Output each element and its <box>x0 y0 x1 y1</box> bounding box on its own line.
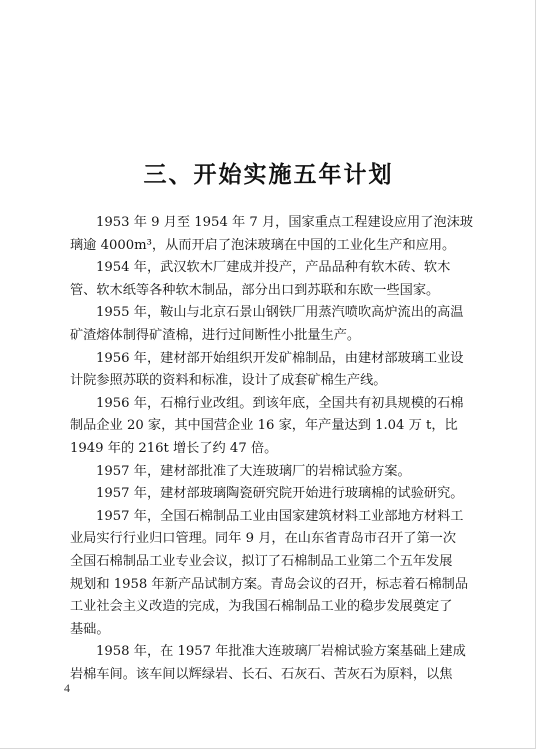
paragraph-line: 1957 年，建材部玻璃陶瓷研究院开始进行玻璃棉的试验研究。 <box>96 486 464 502</box>
paragraph-line: 璃逾 4000m³，从而开启了泡沫玻璃在中国的工业化生产和应用。 <box>70 237 456 253</box>
paragraph-5 <box>70 393 475 461</box>
paragraph-line: 1955 年，鞍山与北京石景山钢铁厂用蒸汽喷吹高炉流出的高温 <box>96 305 464 321</box>
paragraph-line: 1949 年的 216t 增长了约 47 倍。 <box>70 440 278 456</box>
section-title: 三、开始实施五年计划 <box>143 161 394 188</box>
paragraph-4 <box>70 348 475 393</box>
paragraph-line: 1958 年，在 1957 年批准大连玻璃厂岩棉试验方案基础上建成 <box>96 644 466 660</box>
paragraph-line: 计院参照苏联的资料和标准，设计了成套矿棉生产线。 <box>70 373 387 389</box>
paragraph-8 <box>70 506 475 642</box>
paragraph-line: 管、软木纸等各种软木制品，部分出口到苏联和东欧一些国家。 <box>70 282 440 298</box>
paragraph-line: 全国石棉制品工业专业会议，拟订了石棉制品工业第二个五年发展 <box>70 553 453 569</box>
paragraph-line: 1956 年，石棉行业改组。到该年底，全国共有初具规模的石棉 <box>96 395 464 411</box>
paragraph-line: 矿渣熔体制得矿渣棉，进行过间断性小批量生产。 <box>70 327 361 343</box>
paragraph-line: 规划和 1958 年新产品试制方案。青岛会议的召开，标志着石棉制品 <box>70 576 469 592</box>
paragraph-line: 基础。 <box>70 621 110 637</box>
paragraph-line: 制品企业 20 家，其中国营企业 16 家，年产量达到 1.04 万 t，比 <box>70 418 458 434</box>
paragraph-line: 1956 年，建材部开始组织开发矿棉制品，由建材部玻璃工业设 <box>96 350 464 366</box>
paragraph-line: 1954 年，武汉软木厂建成并投产，产品品种有软木砖、软木 <box>96 260 451 276</box>
paragraph-line: 1957 年，全国石棉制品工业由国家建筑材料工业部地方材料工 <box>96 508 464 524</box>
paragraph-9 <box>70 641 475 686</box>
paragraph-line: 1957 年，建材部批准了大连玻璃厂的岩棉试验方案。 <box>96 463 411 479</box>
page-number: 4 <box>64 681 70 695</box>
paragraph-3 <box>70 302 475 347</box>
paragraph-line: 1953 年 9 月至 1954 年 7 月，国家重点工程建设应用了泡沫玻 <box>96 215 473 230</box>
paragraph-line: 岩棉车间。该车间以辉绿岩、长石、石灰石、苦灰石为原料，以焦 <box>70 666 453 682</box>
paragraph-6 <box>70 461 475 484</box>
paragraph-7 <box>70 483 475 506</box>
body-text <box>70 212 475 686</box>
paragraph-line: 业局实行行业归口管理。同年 9 月，在山东省青岛市召开了第一次 <box>70 531 457 547</box>
paragraph-2 <box>70 257 475 302</box>
paragraph-1 <box>70 212 475 257</box>
paragraph-line: 工业社会主义改造的完成，为我国石棉制品工业的稳步发展奠定了 <box>70 599 453 615</box>
